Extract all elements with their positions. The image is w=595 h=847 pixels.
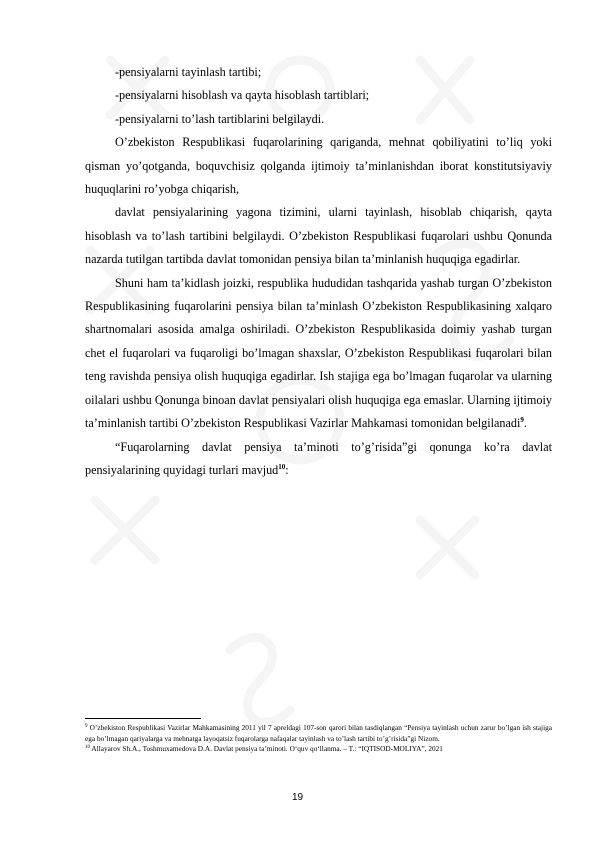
list-line: -pensiyalarni to’lash tartiblarini belgilaydi. bbox=[115, 111, 325, 126]
list-line: -pensiyalarni tayinlash tartibi; bbox=[115, 65, 262, 79]
footnote-mark: 9 bbox=[85, 724, 88, 729]
footnote-ref: 10 bbox=[278, 462, 286, 471]
paragraph bbox=[85, 436, 552, 483]
paragraph-text: “Fuqarolarning davlat pensiya ta’minoti to’g’risida”gi qonunga ko’ra davlat pensiyalarining quyidagi turlari mavjud bbox=[85, 439, 552, 477]
footnote-ref: 9 bbox=[520, 416, 524, 425]
footnotes bbox=[85, 718, 552, 755]
footnote-divider bbox=[85, 718, 201, 719]
paragraph-end: . bbox=[523, 416, 527, 431]
paragraph-end: : bbox=[285, 462, 289, 477]
paragraph: davlat pensiyalarining yagona tizimini, ularni tayinlash, hisoblab chiqarish, qayta hisoblash va to’lash tartibini belgilaydi. O’zbekiston Respublikasi fuqarolari ushbu Qonunda nazarda tutilgan tartibda davlat tomonidan pensiya bilan ta’minlanish huquqiga egadirlar. bbox=[85, 205, 552, 267]
paragraph: O’zbekiston Respublikasi fuqarolarining qariganda, mehnat qobiliyatini to’liq yoki qisman yo’qotganda, boquvchisiz qolganda ijtimoiy ta’minlanishdan iborat konstitutsiyaviy huquqlarini ro’yobga chiqarish, bbox=[85, 135, 552, 197]
page-number: 19 bbox=[291, 792, 304, 803]
footnote bbox=[85, 744, 552, 755]
footnote-mark: 10 bbox=[85, 745, 90, 751]
footnote bbox=[85, 723, 552, 744]
footnote-text: O’zbekiston Respublikasi Vazirlar Mahkamasining 2011 yil 7 apreldagi 107-son qarori bilan tasdiqlangan “Pensiya tayinlash uchun zarur bo’lgan ish stajiga ega bo’lmagan qariyalarga va mehnatga layoqatsiz fuqarolarga nafaqalar tayinlash va to’lash tartibi to’g’risida”gi Nizom. bbox=[85, 723, 552, 743]
main-text bbox=[85, 61, 552, 482]
paragraph bbox=[85, 272, 552, 436]
paragraph-text: Shuni ham ta’kidlash joizki, respublika hududidan tashqarida yashab turgan O’zbekiston Respublikasining fuqarolarini pensiya bilan ta’minlash O’zbekiston Respublikasining xalqaro shartnomalari asosida amalga oshiriladi. O’zbekiston Respublikasida doimiy yashab turgan chet el fuqarolari va fuqaroligi bo’lmagan shaxslar, O’zbekiston Respublikasi fuqarolari bilan teng ravishda pensiya olish huquqiga egadirlar. Ish stajiga ega bo’lmagan fuqarolar va ularning oilalari ushbu Qonunga binoan davlat pensiyalari olish huquqiga ega emaslar. Ularning ijtimoiy ta’minlanish tartibi O’zbekiston Respublikasi Vazirlar Mahkamasi tomonidan belgilanadi bbox=[85, 275, 552, 431]
footnote-text: Allayarov Sh.A., Toshmuxamedova D.A. Davlat pensiya ta’minoti. O‘quv qo‘llanma. – T.: “IQTISOD-MOLIYA”, 2021 bbox=[90, 744, 443, 754]
list-line: -pensiyalarni hisoblash va qayta hisoblash tartiblari; bbox=[115, 88, 370, 103]
